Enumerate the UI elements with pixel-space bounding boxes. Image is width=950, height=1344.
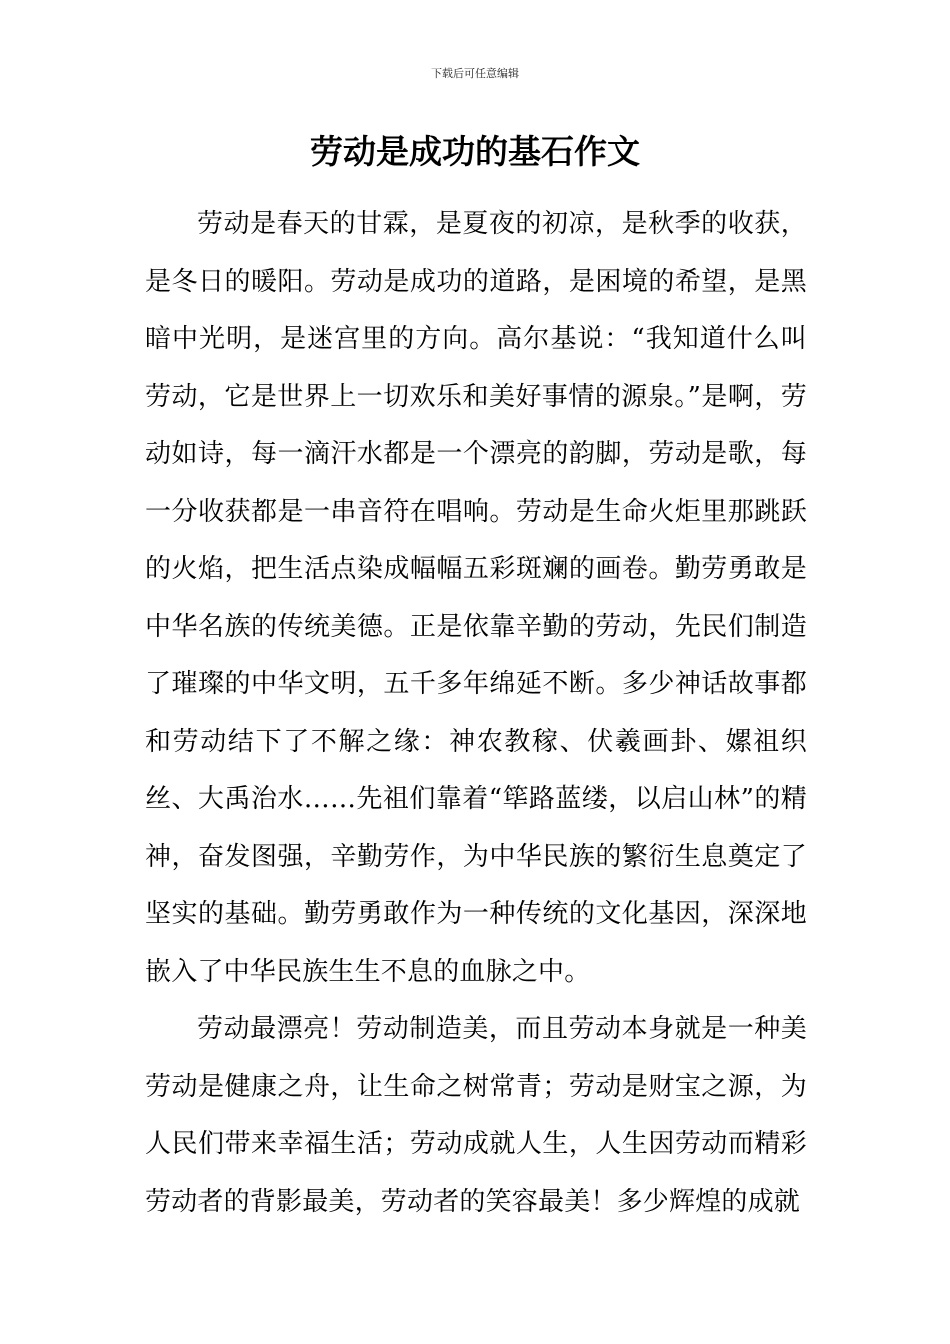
paragraph-1: 劳动是春天的甘霖，是夏夜的初凉，是秋季的收获，是冬日的暖阳。劳动是成功的道路，是困境的希望，是黑暗中光明，是迷宫里的方向。高尔基说：“我知道什么叫劳动，它是世界上一切欢乐和美好事情的源泉。”是啊，劳动如诗，每一滴汗水都是一个漂亮的韵脚，劳动是歌，每一分收获都是一串音符在唱响。劳动是生命火炬里那跳跃的火焰，把生活点染成幅幅五彩斑斓的画卷。勤劳勇敢是中华名族的传统美德。正是依靠辛勤的劳动，先民们制造了璀璨的中华文明，五千多年绵延不断。多少神话故事都和劳动结下了不解之缘：神农教稼、伏羲画卦、嫘祖织丝、大禹治水……先祖们靠着“筚路蓝缕，以启山林”的精神，奋发图强，辛勤劳作，为中华民族的繁衍生息奠定了坚实的基础。勤劳勇敢作为一种传统的文化基因，深深地嵌入了中华民族生生不息的血脉之中。	[145, 209, 807, 987]
paragraph-2: 劳动最漂亮！劳动制造美，而且劳动本身就是一种美劳动是健康之舟，让生命之树常青；劳动是财宝之源，为人民们带来幸福生活；劳动成就人生，人生因劳动而精彩劳动者的背影最美，劳动者的笑容最美！多少辉煌的成就	[145, 1014, 807, 1217]
page-header-note: 下载后可任意编辑	[431, 67, 519, 80]
document-body	[145, 196, 807, 1231]
document-title: 劳动是成功的基石作文	[310, 132, 640, 171]
